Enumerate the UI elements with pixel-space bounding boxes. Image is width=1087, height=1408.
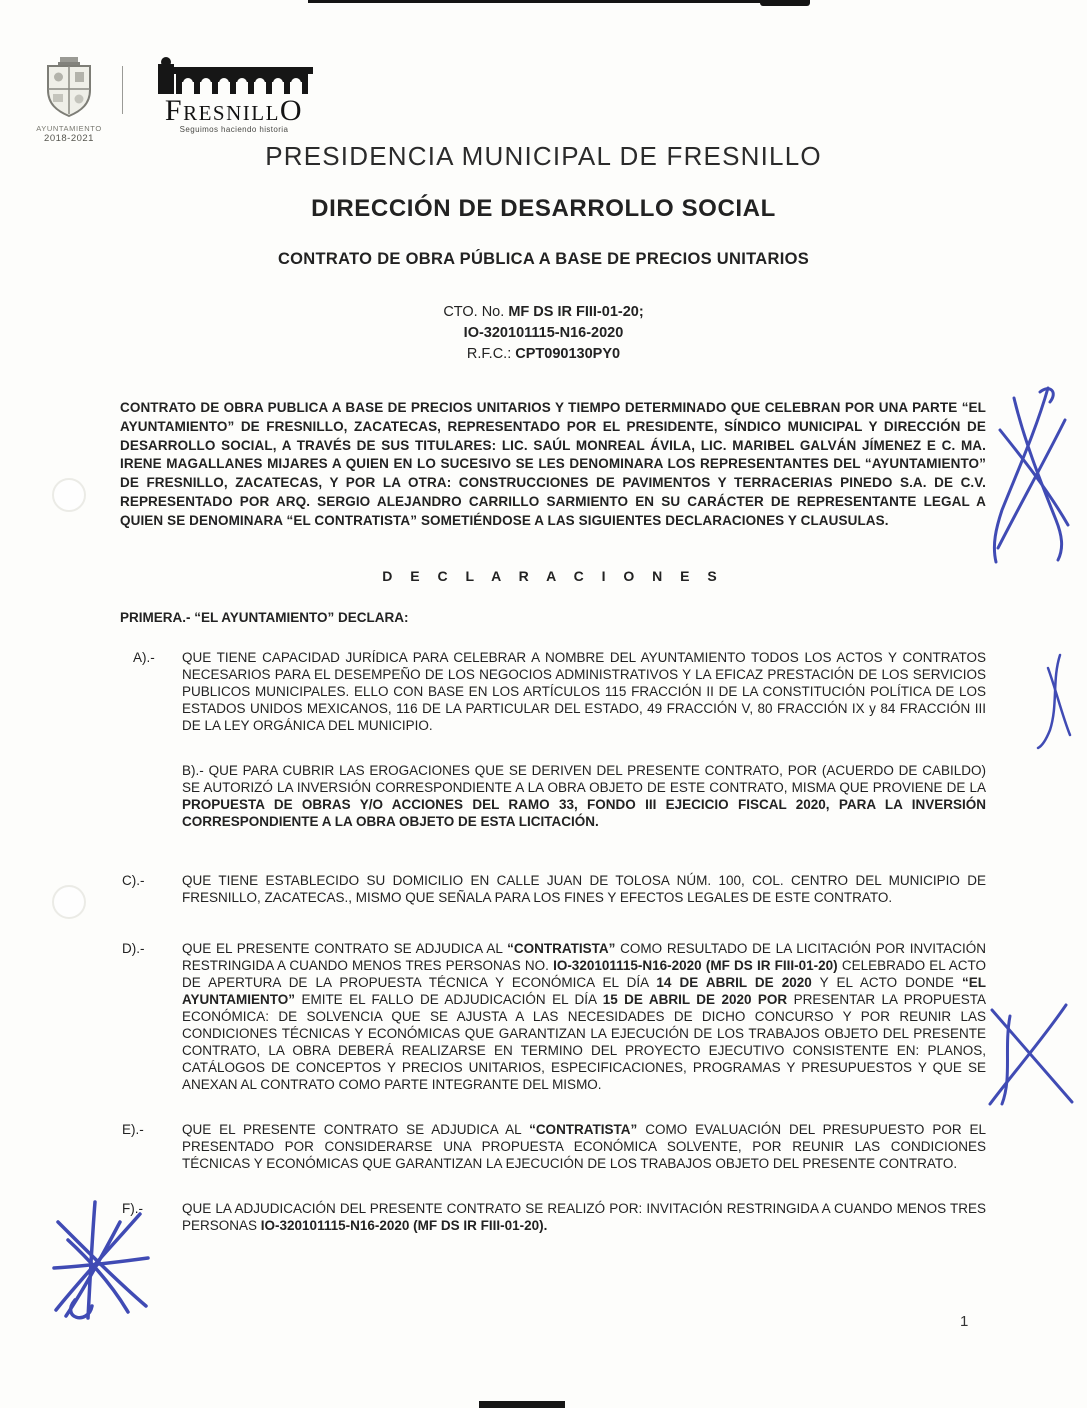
intro-paragraph: CONTRATO DE OBRA PUBLICA A BASE DE PRECIOS UNITARIOS Y TIEMPO DETERMINADO QUE CELEBRAN POR UNA PARTE “EL AYUNTAMIENTO” DE FRESNILLO, ZACATECAS, REPRESENTADO POR EL PRESIDENTE, SÍNDICO MUNICIPAL Y DIRECCIÓN DE DESARROLLO SOCIAL, A TRAVÉS DE SUS TITULARES: LIC. SAÚL MONREAL ÁVILA, LIC. MARIBEL GALVÁN JÍMENEZ E C. MA. IRENE MAGALLANES MIJARES A QUIEN EN LO SUCESIVO SE LES DENOMINARA LOS REPRESENTANTES DEL “AYUNTAMIENTO” DE FRESNILLO, ZACATECAS, Y POR LA OTRA: CONSTRUCCIONES DE PAVIMENTOS Y TERRACERIAS PINEDO S.A. DE C.V. REPRESENTADO POR ARQ. SERGIO ALEJANDRO CARRILLO SARMIENTO EN SU CARÁCTER DE REPRESENTANTE LEGAL A QUIEN SE DENOMINARA “EL CONTRATISTA” SOMETIÉNDOSE A LAS SIGUIENTES DECLARACIONES Y CLAUSULAS. xyxy=(120,400,986,528)
department-title: DIRECCIÓN DE DESARROLLO SOCIAL xyxy=(311,195,776,222)
declaraciones-heading: D E C L A R A C I O N E S xyxy=(382,567,724,584)
contract-type-title: CONTRATO DE OBRA PÚBLICA A BASE DE PRECIOS UNITARIOS xyxy=(277,250,810,268)
clause-b xyxy=(120,762,986,830)
clause-a xyxy=(120,649,986,734)
clause-c-label: C).- xyxy=(122,872,145,888)
clause-d-label: D).- xyxy=(122,940,145,956)
clause-a-label: A).- xyxy=(133,649,155,665)
page-number: 1 xyxy=(960,1313,969,1330)
pen-scribble-right-upper-icon xyxy=(994,388,1068,562)
clause-c xyxy=(120,872,986,906)
clause-a-text: QUE TIENE CAPACIDAD JURÍDICA PARA CELEBRAR A NOMBRE DEL AYUNTAMIENTO TODOS LOS ACTOS Y CONTRATOS NECESARIOS PARA EL DESEMPEÑO DE LOS NEGOCIOS ADMINISTRATIVOS Y LA EFICAZ PRESTACIÓN DE LOS SERVICIOS PUBLICOS MUNICIPALES. ELLO CON BASE EN LOS ARTÍCULOS 115 FRACCIÓN II DE LA CONSTITUCIÓN POLÍTICA DE LOS ESTADOS UNIDOS MEXICANOS, 116 DE LA PARTICULAR DEL ESTADO, 49 FRACCIÓN V, 80 FRACCIÓN IX y 84 FRACCIÓN III DE LA LEY ORGÁNICA DEL MUNICIPIO. xyxy=(182,649,986,733)
contract-number-value: MF DS IR FIII-01-20; xyxy=(508,304,644,320)
coat-of-arms-icon xyxy=(40,56,98,118)
pen-x-right-lower-icon xyxy=(990,1005,1072,1104)
clause-e-text: QUE EL PRESENTE CONTRATO SE ADJUDICA AL “CONTRATISTA” COMO EVALUACIÓN DEL PRESUPUESTO POR EL PRESENTADO POR CONSIDERARSE UNA PROPUESTA ECONÓMICA SOLVENTE, POR REUNIR LAS CONDICIONES TÉCNICAS Y ECONÓMICAS QUE GARANTIZAN LA EJECUCIÓN DE LOS TRABAJOS OBJETO DEL PRESENTE CONTRATO. xyxy=(182,1121,986,1171)
rfc-label: R.F.C.: xyxy=(466,346,516,362)
clause-f-text: QUE LA ADJUDICACIÓN DEL PRESENTE CONTRATO SE REALIZÓ POR: INVITACIÓN RESTRINGIDA A CUANDO MENOS TRES PERSONAS IO-320101115-N16-2020 (MF DS IR FIII-01-20). xyxy=(182,1200,986,1233)
logo-divider xyxy=(122,66,123,114)
contract-number-label: CTO. No. xyxy=(443,304,509,320)
clause-d-text: QUE EL PRESENTE CONTRATO SE ADJUDICA AL “CONTRATISTA” COMO RESULTADO DE LA LICITACIÓN POR INVITACIÓN RESTRINGIDA A CUANDO MENOS TRES PERSONAS NO. IO-320101115-N16-2020 (MF DS IR FIII-01-20) CELEBRADO EL ACTO DE APERTURA DE LA PROPUESTA TÉCNICA Y ECONÓMICA EL DÍA 14 DE ABRIL DE 2020 Y EL ACTO DONDE “EL AYUNTAMIENTO” EMITE EL FALLO DE ADJUDICACIÓN EL DÍA 15 DE ABRIL DE 2020 POR PRESENTAR LA PROPUESTA ECONÓMICA: DE SOLVENCIA QUE SE AJUSTA A LAS NECESIDADES DE DICHO CONCURSO Y POR REUNIR LAS CONDICIONES TÉCNICAS Y ECONÓMICAS QUE GARANTIZAN LA EJECUCIÓN DE LOS TRABAJOS OBJETO DEL PRESENTE CONTRATO, LA OBRA DEBERÁ REALIZARSE EN TERMINO DEL PROYECTO EJECUTIVO CONSISTENTE EN: PLANOS, CATÁLOGOS DE CONCEPTOS Y PRECIOS UNITARIOS, ESPECIFICACIONES, PROGRAMAS Y PRESUPUESTOS Y QUE SE ANEXAN AL CONTRATO COMO PARTE INTEGRANTE DEL MISMO. xyxy=(182,940,986,1092)
fresnillo-tagline: Seguimos haciendo historia xyxy=(179,125,289,134)
clause-e-label: E).- xyxy=(122,1121,144,1137)
scan-artifact-top-line xyxy=(308,0,774,3)
fresnillo-logo xyxy=(146,54,322,134)
document-body xyxy=(120,399,986,1234)
crest-caption: AYUNTAMIENTO xyxy=(36,124,102,133)
page-title: PRESIDENCIA MUNICIPAL DE FRESNILLO xyxy=(265,141,822,171)
clause-f-label: F).- xyxy=(122,1200,143,1216)
rfc-line xyxy=(0,344,1087,365)
clause-e xyxy=(120,1121,986,1172)
fresnillo-wordmark: FresnillO xyxy=(164,94,304,127)
scan-artifact-top-blob xyxy=(760,0,810,6)
clause-b-text: B).- QUE PARA CUBRIR LAS EROGACIONES QUE SE DERIVEN DEL PRESENTE CONTRATO, POR (ACUERDO DE CABILDO) SE AUTORIZÓ LA INVERSIÓN CORRESPONDIENTE A LA OBRA OBJETO DE ESTE CONTRATO, MISMA QUE PROVIENE DE LA PROPUESTA DE OBRAS Y/O ACCIONES DEL RAMO 33, FONDO III EJECICIO FISCAL 2020, PARA LA INVERSIÓN CORRESPONDIENTE A LA OBRA OBJETO DE ESTA LICITACIÓN. xyxy=(182,762,986,829)
contract-number-line xyxy=(0,302,1087,323)
hole-punch-bottom xyxy=(52,885,86,919)
scan-artifact-bottom xyxy=(479,1401,565,1408)
clause-f xyxy=(120,1200,986,1234)
aqueduct-icon xyxy=(153,54,315,94)
contract-references xyxy=(0,302,1087,365)
crest-years: 2018-2021 xyxy=(44,133,94,144)
hole-punch-top xyxy=(52,478,86,512)
rfc-value: CPT090130PY0 xyxy=(515,346,621,362)
primera-heading: PRIMERA.- “EL AYUNTAMIENTO” DECLARA: xyxy=(120,609,409,625)
clause-d xyxy=(120,940,986,1093)
ayuntamiento-crest xyxy=(31,56,107,144)
clause-b-label xyxy=(120,762,182,830)
clause-c-text: QUE TIENE ESTABLECIDO SU DOMICILIO EN CALLE JUAN DE TOLOSA NÚM. 100, COL. CENTRO DEL MUNICIPIO DE FRESNILLO, ZACATECAS., MISMO QUE SEÑALA PARA LOS FINES Y EFECTOS LEGALES DE ESTE CONTRATO. xyxy=(182,872,986,905)
pen-stroke-right-middle-icon xyxy=(1038,655,1070,748)
tender-number-line: IO-320101115-N16-2020 xyxy=(463,325,624,341)
